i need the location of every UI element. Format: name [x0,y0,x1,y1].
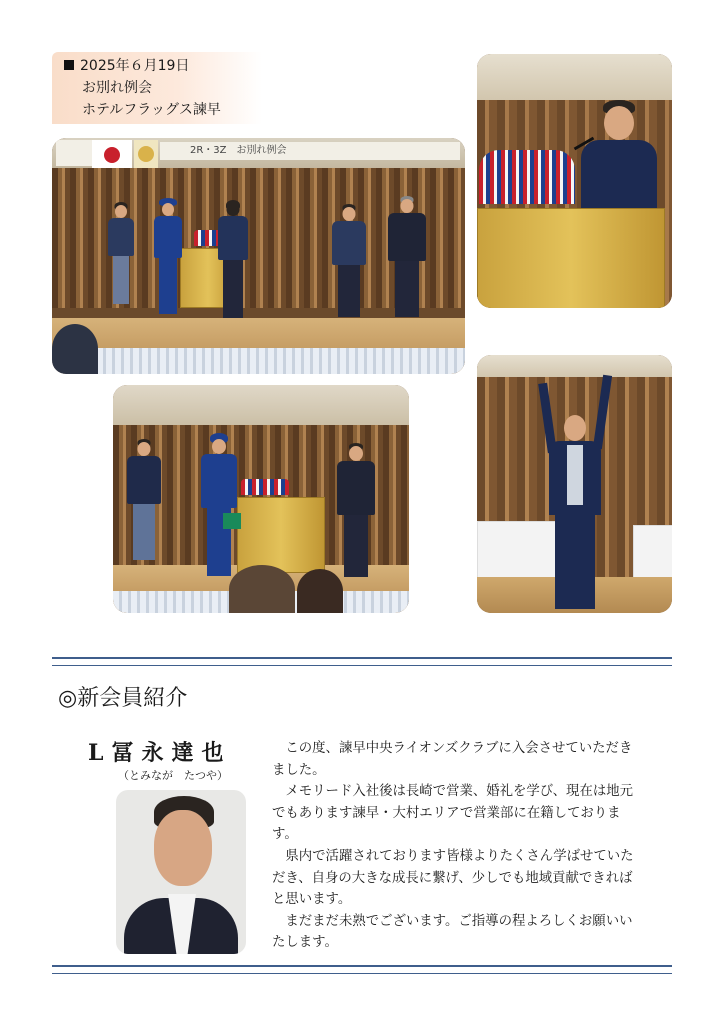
podium [477,208,665,308]
green-folder [223,513,241,529]
square-bullet-icon [64,60,74,70]
intro-paragraph: メモリード入社後は長崎で営業、婚礼を学び、現在は地元でもあります諫早・大村エリアで営業部に在籍しております。 [272,784,634,843]
member-name-reading: （とみなが たつや） [118,769,228,782]
flag-display [241,479,289,495]
member-introduction [272,738,644,954]
intro-paragraph: 県内で活躍されております皆様よりたくさん学ばせていただき、自身の大きな成長に繋げ、少しでも地域貢献できればと思います。 [272,848,634,908]
japan-flag [92,140,132,170]
audience-head [297,569,343,613]
section-title: ◎新会員紹介 [58,686,188,711]
member-figure [388,196,426,320]
intro-paragraph: この度、諫早中央ライオンズクラブに入会させていただきました。 [272,741,633,778]
member-portrait [116,790,246,954]
lions-emblem [134,140,158,168]
member-figure-cap [201,433,237,579]
member-figure-cap [154,198,182,316]
member-figure [108,202,134,306]
member-figure [127,439,161,563]
section-divider-bottom [52,965,672,974]
member-figure [332,204,366,318]
speaker-at-podium-photo [477,54,672,308]
audience-head [229,565,295,613]
cheering-man-figure [543,375,607,611]
event-venue: ホテルフラッグス諫早 [82,102,221,118]
member-figure [337,443,375,579]
event-name: お別れ例会 [82,80,152,96]
stage-sign-left [56,140,94,166]
portrait-face [154,810,212,886]
event-caption [52,52,262,124]
event-date: 2025年６月19日 [80,58,190,74]
flag-display [479,150,575,204]
event-banner: 2R・3Z お別れ例会 [160,142,460,160]
audience-head [52,324,98,374]
stage-members-photo [113,385,409,613]
stage-group-photo [52,138,465,374]
cheering-man-photo [477,355,672,613]
podium [237,497,325,573]
intro-paragraph: まだまだ未熟でございます。ご指導の程よろしくお願いいたします。 [272,913,633,951]
member-figure-back [218,200,248,320]
section-divider-top [52,657,672,666]
member-name: L冨永達也 [88,740,232,766]
event-date-line [64,56,189,76]
